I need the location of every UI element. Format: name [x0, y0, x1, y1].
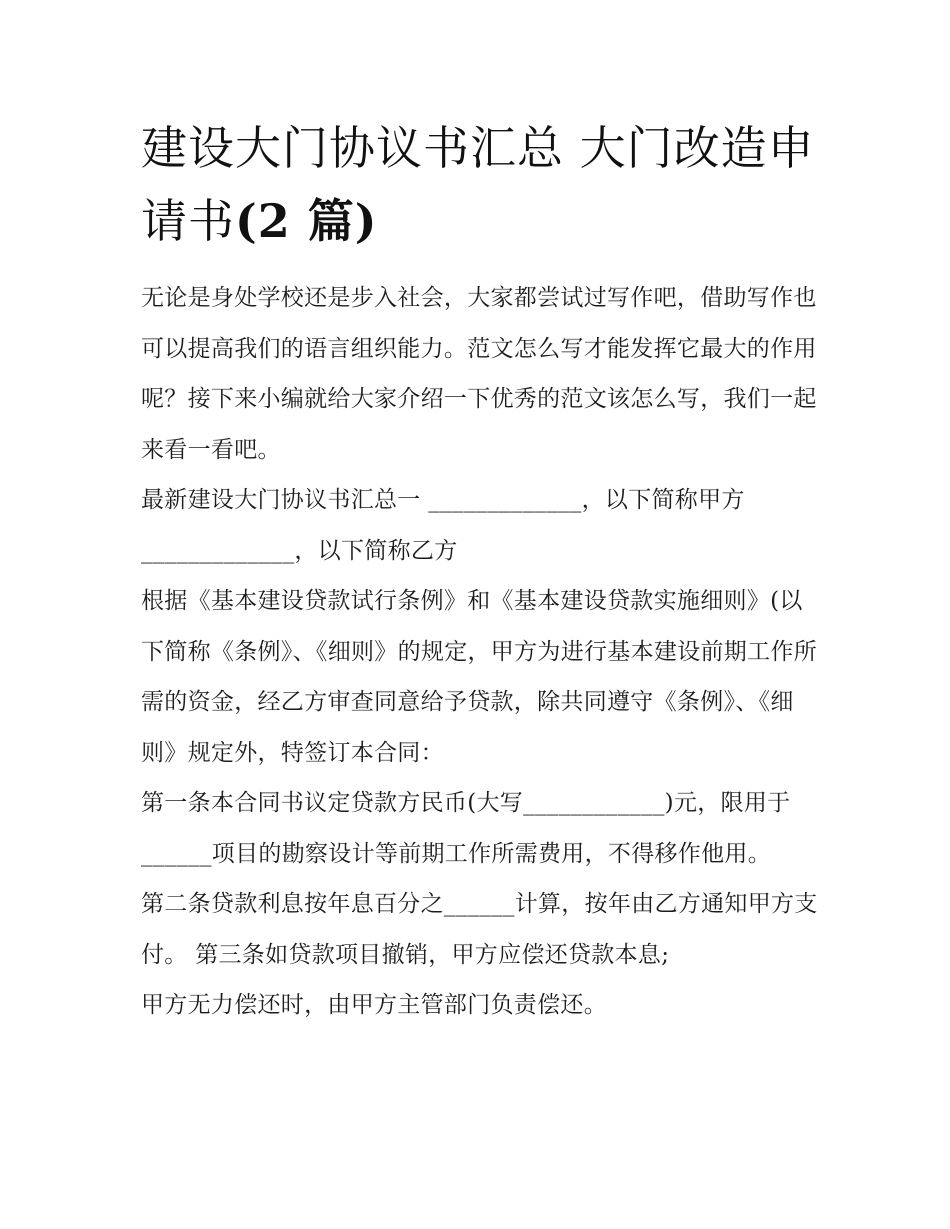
document-body — [141, 273, 821, 1031]
intro-paragraph: 无论是身处学校还是步入社会，大家都尝试过写作吧，借助写作也可以提高我们的语言组织能力。范文怎么写才能发挥它最大的作用呢？接下来小编就给大家介绍一下优秀的范文该怎么写，我们一起来看一看吧。 — [141, 285, 817, 463]
repayment-paragraph: 甲方无力偿还时，由甲方主管部门负责偿还。 — [141, 992, 607, 1018]
article-two-paragraph: 第二条贷款利息按年息百分之______计算，按年由乙方通知甲方支付。 第三条如贷款项目撤销，甲方应偿还贷款本息; — [141, 891, 818, 968]
title-count: (2 篇) — [235, 194, 378, 248]
basis-paragraph: 根据《基本建设贷款试行条例》和《基本建设贷款实施细则》(以下简称《条例》、《细则》的规定，甲方为进行基本建设前期工作所需的资金，经乙方审查同意给予贷款，除共同遵守《条例》、《细则》规定外，特签订本合同： — [141, 588, 817, 766]
document-page — [141, 112, 821, 1031]
title-text: 建设大门协议书汇总 大门改造申请书 — [141, 121, 815, 248]
article-one-paragraph: 第一条本合同书议定贷款方民币(大写____________)元，限用于______项目的勘察设计等前期工作所需费用，不得移作他用。 — [141, 790, 791, 867]
document-title — [141, 112, 821, 258]
parties-paragraph: 最新建设大门协议书汇总一 _____________，以下简称甲方_____________，以下简称乙方 — [141, 487, 745, 564]
